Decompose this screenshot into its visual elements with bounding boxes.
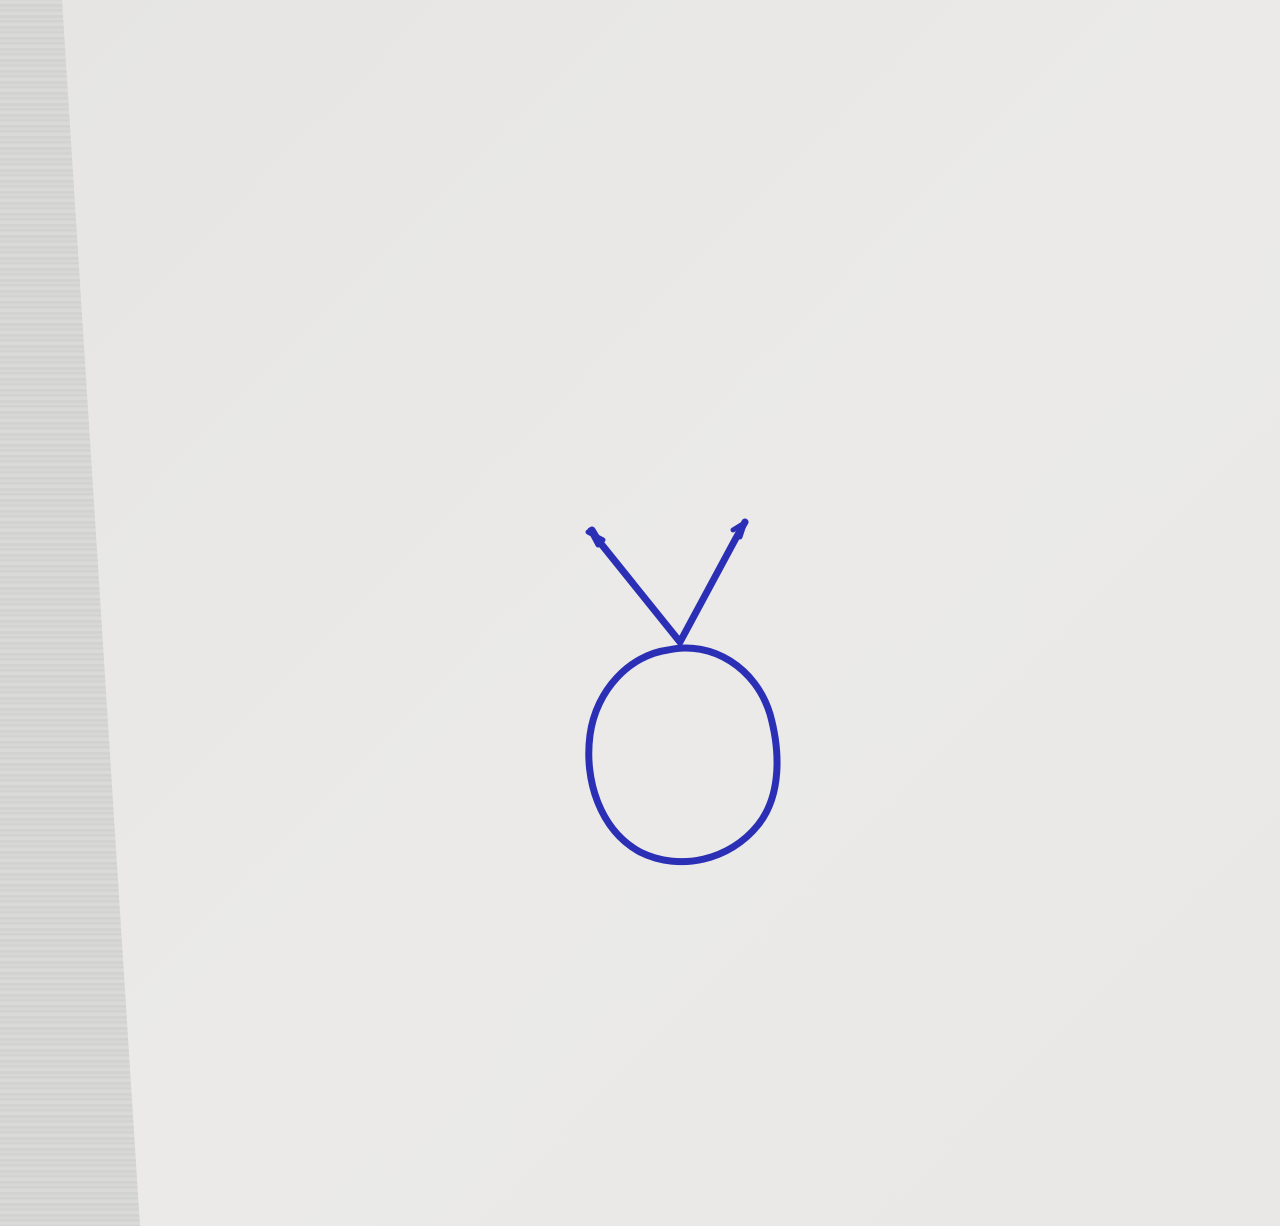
left-horn-stroke xyxy=(592,530,680,642)
right-horn-stroke xyxy=(680,522,745,642)
circle-stroke xyxy=(589,648,777,862)
